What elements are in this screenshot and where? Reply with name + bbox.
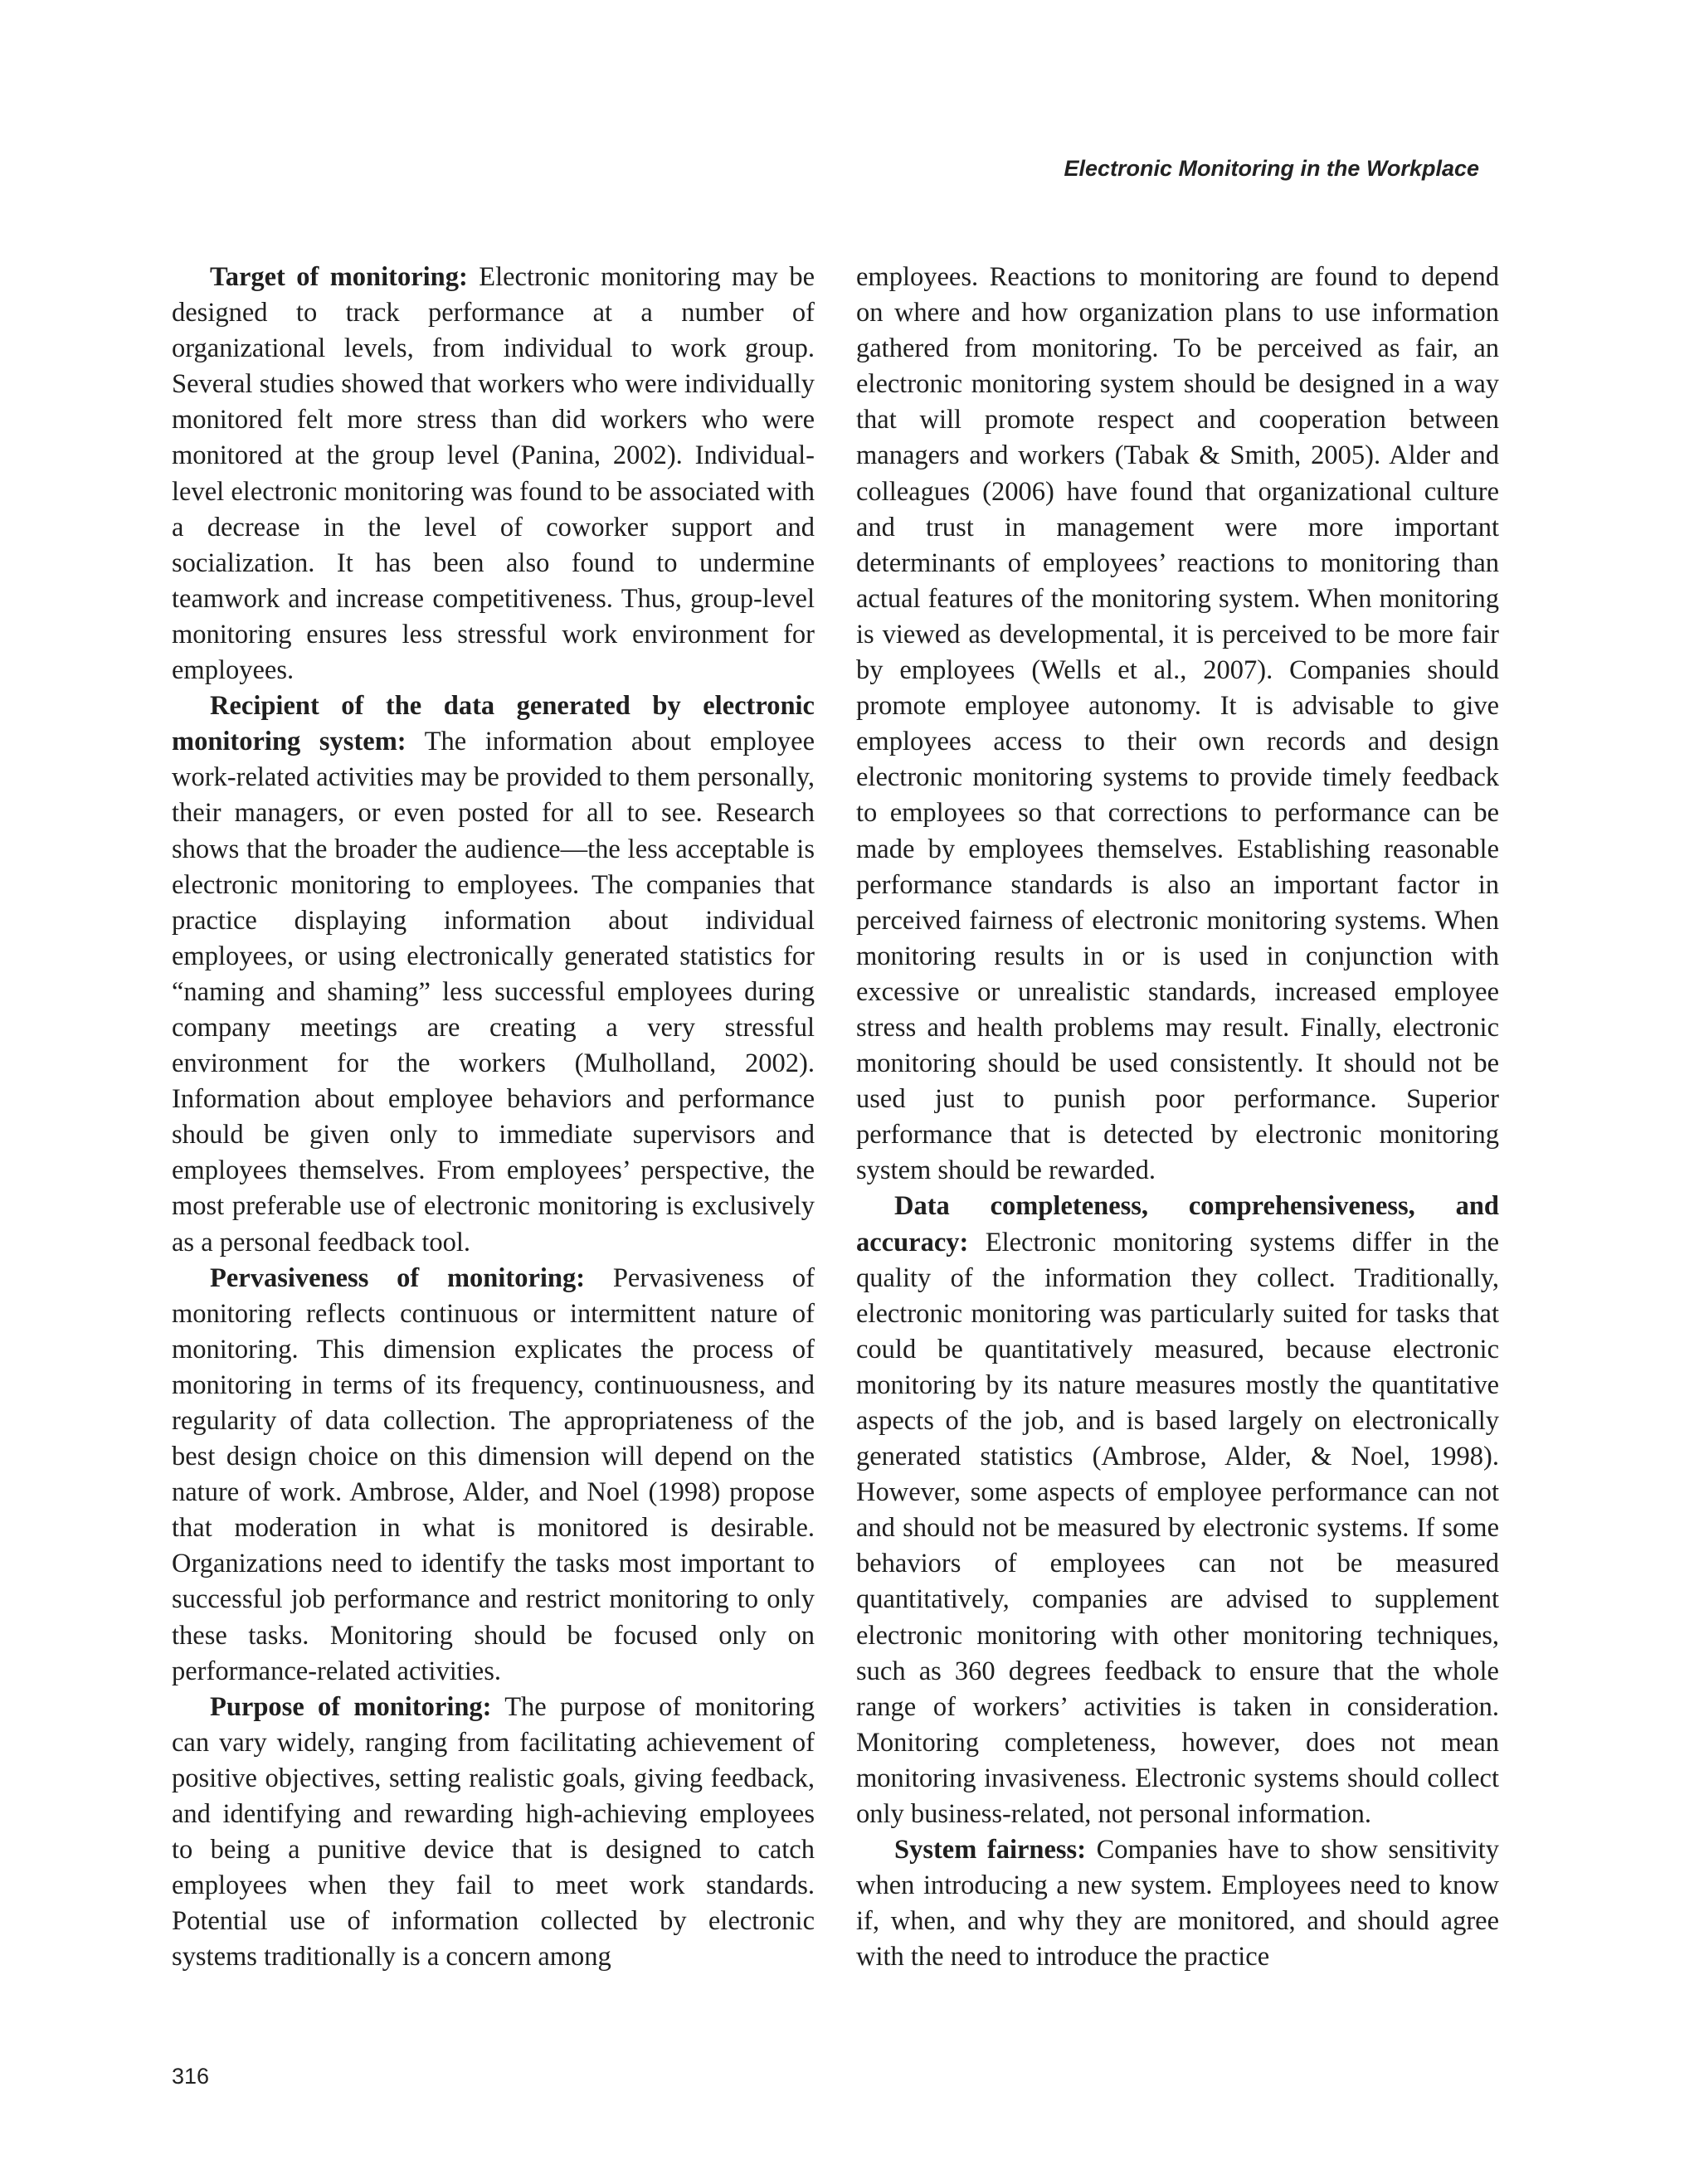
paragraph-system-fairness — [856, 1832, 1499, 1975]
right-text-column — [856, 260, 1499, 1976]
paragraph-data-completeness — [856, 1189, 1499, 1832]
paragraph-body: Electronic monitoring may be designed to track performance at a number of organizational levels, from individual to work group. Several studies showed that workers who were individually monitored felt more stress than did workers who were monitored at the group level (Panina, 2002). Individual-level electronic monitoring was found to be associated with a decrease in the level of coworker support and socialization. It has been also found to undermine teamwork and increase competitiveness. Thus, group-level monitoring ensures less stressful work environment for employees. — [172, 262, 815, 686]
paragraph-target-of-monitoring — [172, 260, 815, 688]
running-header-title: Electronic Monitoring in the Workplace — [1064, 156, 1479, 181]
page-number: 316 — [172, 2064, 210, 2089]
paragraph-heading: Target of monitoring: — [210, 262, 468, 292]
paragraph-body: Companies have to show sensitivity when introducing a new system. Employees need to know if, when, and why they are monitored, and should agree with the need to introduce the practice — [856, 1835, 1499, 1972]
paragraph-body: employees. Reactions to monitoring are found to depend on where and how organization plans to use information gathered from monitoring. To be perceived as fair, an electronic monitoring system should be designed in a way that will promote respect and cooperation between managers and workers (Tabak & Smith, 2005). Alder and colleagues (2006) have found that organizational culture and trust in management were more important determinants of employees’ reactions to monitoring than actual features of the monitoring system. When monitoring is viewed as developmental, it is perceived to be more fair by employees (Wells et al., 2007). Companies should promote employee autonomy. It is advisable to give employees access to their own records and design electronic monitoring systems to provide timely feedback to employees so that corrections to performance can be made by employees themselves. Establishing reasonable performance standards is also an important factor in perceived fairness of electronic monitoring systems. When monitoring results in or is used in conjunction with excessive or unrealistic standards, increased employee stress and health problems may result. Finally, electronic monitoring should be used consistently. It should not be used just to punish poor performance. Superior performance that is detected by electronic monitoring system should be rewarded. — [856, 262, 1499, 1186]
paragraph-heading: System fairness: — [894, 1835, 1087, 1865]
paragraph-body: Electronic monitoring systems differ in the quality of the information they collect. Traditionally, electronic monitoring was particularly suited for tasks that could be quantitatively measured, because electronic monitoring by its nature measures mostly the quantitative aspects of the job, and is based largely on electronically generated statistics (Ambrose, Alder, & Noel, 1998). However, some aspects of employee performance can not and should not be measured by electronic systems. If some behaviors of employees can not be measured quantitatively, companies are advised to supplement electronic monitoring with other monitoring techniques, such as 360 degrees feedback to ensure that the whole range of workers’ activities is taken in consideration. Monitoring completeness, however, does not mean monitoring invasiveness. Electronic systems should collect only business-related, not personal information. — [856, 1227, 1499, 1830]
paragraph-pervasiveness-of-monitoring — [172, 1261, 815, 1690]
paragraph-purpose-of-monitoring — [172, 1690, 815, 1976]
paragraph-heading: Recipient of the data generated by electronic monitoring system: — [172, 691, 815, 757]
paragraph-body: The information about employee work-related activities may be provided to them personally, their managers, or even posted for all to see. Research shows that the broader the audience—the less acceptable is electronic monitoring to employees. The companies that practice displaying information about individual employees, or using electronically generated statistics for “naming and shaming” less successful employees during company meetings are creating a very stressful environment for the workers (Mulholland, 2002). Information about employee behaviors and performance should be given only to immediate supervisors and employees themselves. From employees’ perspective, the most preferable use of electronic monitoring is exclusively as a personal feedback tool. — [172, 727, 815, 1257]
paragraph-purpose-continued — [856, 260, 1499, 1189]
paragraph-heading: Pervasiveness of monitoring: — [210, 1262, 586, 1293]
paragraph-body: The purpose of monitoring can vary widely, ranging from facilitating achievement of positive objectives, setting realistic goals, giving feedback, and identifying and rewarding high-achieving employees to being a punitive device that is designed to catch employees when they fail to meet work standards. Potential use of information collected by electronic systems traditionally is a concern among — [172, 1691, 815, 1972]
paragraph-heading: Data completeness, comprehensiveness, and accuracy: — [856, 1191, 1499, 1257]
left-text-column — [172, 260, 815, 1976]
paragraph-heading: Purpose of monitoring: — [210, 1691, 492, 1722]
paragraph-recipient-of-data — [172, 688, 815, 1261]
paragraph-body: Pervasiveness of monitoring reflects continuous or intermittent nature of monitoring. This dimension explicates the process of monitoring in terms of its frequency, continuousness, and regularity of data collection. The appropriateness of the best design choice on this dimension will depend on the nature of work. Ambrose, Alder, and Noel (1998) propose that moderation in what is monitored is desirable. Organizations need to identify the tasks most important to successful job performance and restrict monitoring to only these tasks. Monitoring should be focused only on performance-related activities. — [172, 1262, 815, 1686]
